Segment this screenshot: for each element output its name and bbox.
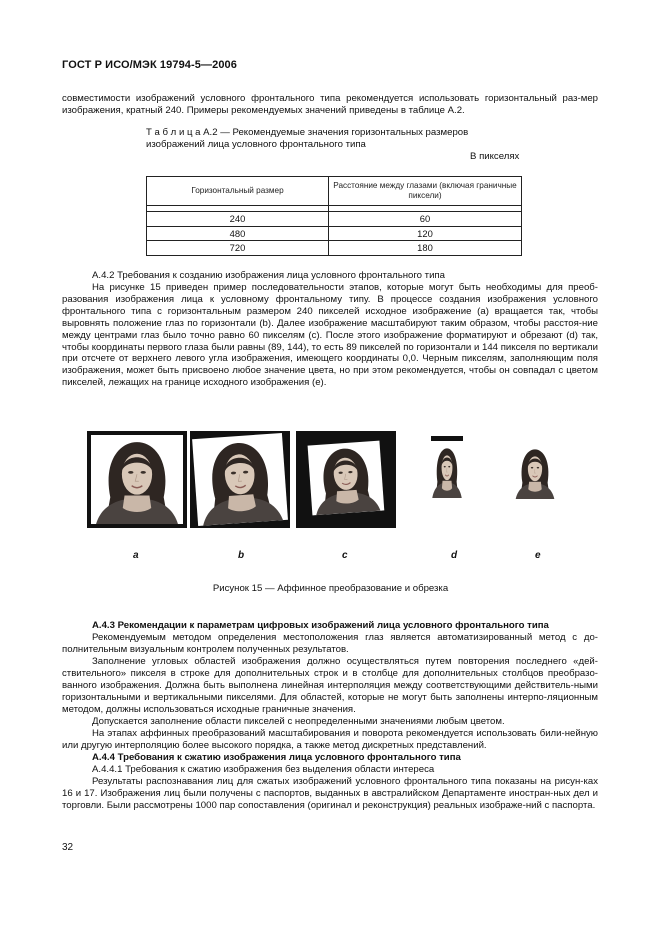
table-cell: 720	[147, 241, 329, 256]
figure-photo-d	[431, 436, 463, 498]
figure-photo-e	[514, 443, 556, 499]
section-a43-p1: Рекомендуемым методом определения местоположения глаз является автоматизированный метод с до-полнительным визуальным контролем полученных результатов.	[62, 632, 598, 655]
section-a43-p2: Заполнение угловых областей изображения должно осуществляться путем повторения последнего «дей-ствительного» пикселя в строке для дополнительных строк и в столбце для дополнительных столбцов преобразо-ванного изображения. Должна быть выполнена линейная интерполяция между соответствующими действитель-ными горизонтальными и вертикальными пикселями. Для областей, которые не могут быть заполнены интерпо-ляционным методом, должны использоваться исходные граничные значения.	[62, 656, 598, 715]
figure-photo-b	[190, 431, 290, 528]
section-a44-title: А.4.4 Требования к сжатию изображения лица условного фронтального типа	[92, 752, 461, 763]
figure-label-e: e	[535, 550, 541, 561]
table-cell: 180	[329, 241, 522, 256]
figure-photo-a	[87, 431, 187, 528]
table-header-eye-distance: Расстояние между глазами (включая граничные пиксели)	[329, 177, 522, 206]
table-row	[147, 241, 522, 256]
figure-caption: Рисунок 15 — Аффинное преобразование и обрезка	[212, 583, 449, 594]
section-a42-body: На рисунке 15 приведен пример последовательности этапов, которые могут быть необходимы для преоб-разования изображения лица к условному фронтальному типу. В процессе создания изображения условного фронтального типа с горизонтальным размером 240 пикселей исходное изображение (а) вращается так, чтобы выровнять положение глаз по горизонтали (b). Далее изображение масштабируют таким образом, чтобы расстоя-ние между центрами глаз было точно равно 60 пикселям (с). После этого изображение форматируют и обрезают (d) так, чтобы координаты первого глаза были равны (89, 144), то есть 89 пикселей по горизонтали и 144 пикселя по вертикали при отсчете от верхнего левого угла изображения, имеющего координаты 0,0. Черным пикселям, заполняющим поля изображения, может быть присвоено любое значение цвета, но при этом рекомендуется, чтобы он совпадал с цветом пикселей, лежащих на границе исходного изображения (е).	[62, 282, 598, 389]
page-number: 32	[62, 842, 74, 853]
table-unit: В пикселях	[470, 151, 520, 162]
table-row	[147, 226, 522, 241]
section-a43-p4: На этапах аффинных преобразований масштабирования и поворота рекомендуется использовать били-нейную или другую интерполяцию более высокого порядка, а также метод дискретных представлений.	[62, 728, 598, 751]
section-a43-title: А.4.3 Рекомендации к параметрам цифровых изображений лица условного фронтального типа	[92, 620, 549, 631]
figure-label-c: c	[342, 550, 348, 561]
intro-paragraph: совместимости изображений условного фронтального типа рекомендуется использовать горизонтальный раз-мер изображения, кратный 240. Примеры рекомендуемых значений приведены в таблице А.2.	[62, 93, 598, 116]
table-cell: 480	[147, 226, 329, 241]
table-cell: 120	[329, 226, 522, 241]
figure-label-d: d	[451, 550, 458, 561]
table-a2	[146, 176, 522, 256]
figure-photo-c	[296, 431, 396, 528]
table-caption: Т а б л и ц а А.2 — Рекомендуемые значения горизонтальных размеров изображений лица условного фронтального типа	[146, 127, 469, 151]
figure-label-b: b	[238, 550, 245, 561]
table-cell: 60	[329, 212, 522, 227]
table-header-width: Горизонтальный размер	[147, 177, 329, 206]
section-a43-p3: Допускается заполнение области пикселей с неопределенными значениями любым цветом.	[92, 716, 505, 727]
section-a44-subtitle: А.4.4.1 Требования к сжатию изображения без выделения области интереса	[92, 764, 435, 775]
table-row	[147, 212, 522, 227]
section-a42-title: А.4.2 Требования к созданию изображения лица условного фронтального типа	[92, 270, 445, 281]
table-cell: 240	[147, 212, 329, 227]
figure-label-a: a	[133, 550, 139, 561]
document-header: ГОСТ Р ИСО/МЭК 19794-5—2006	[62, 59, 237, 71]
section-a44-body: Результаты распознавания лиц для сжатых изображений условного фронтального типа показаны на рисун-ках 16 и 17. Изображения лиц были получены с паспортов, выданных в австралийском Департаменте иностран-ных дел и торговли. Были рассмотрены 1000 пар сопоставления (оригинал и реконструкция) реальных изображе-ний с паспорта.	[62, 776, 598, 811]
